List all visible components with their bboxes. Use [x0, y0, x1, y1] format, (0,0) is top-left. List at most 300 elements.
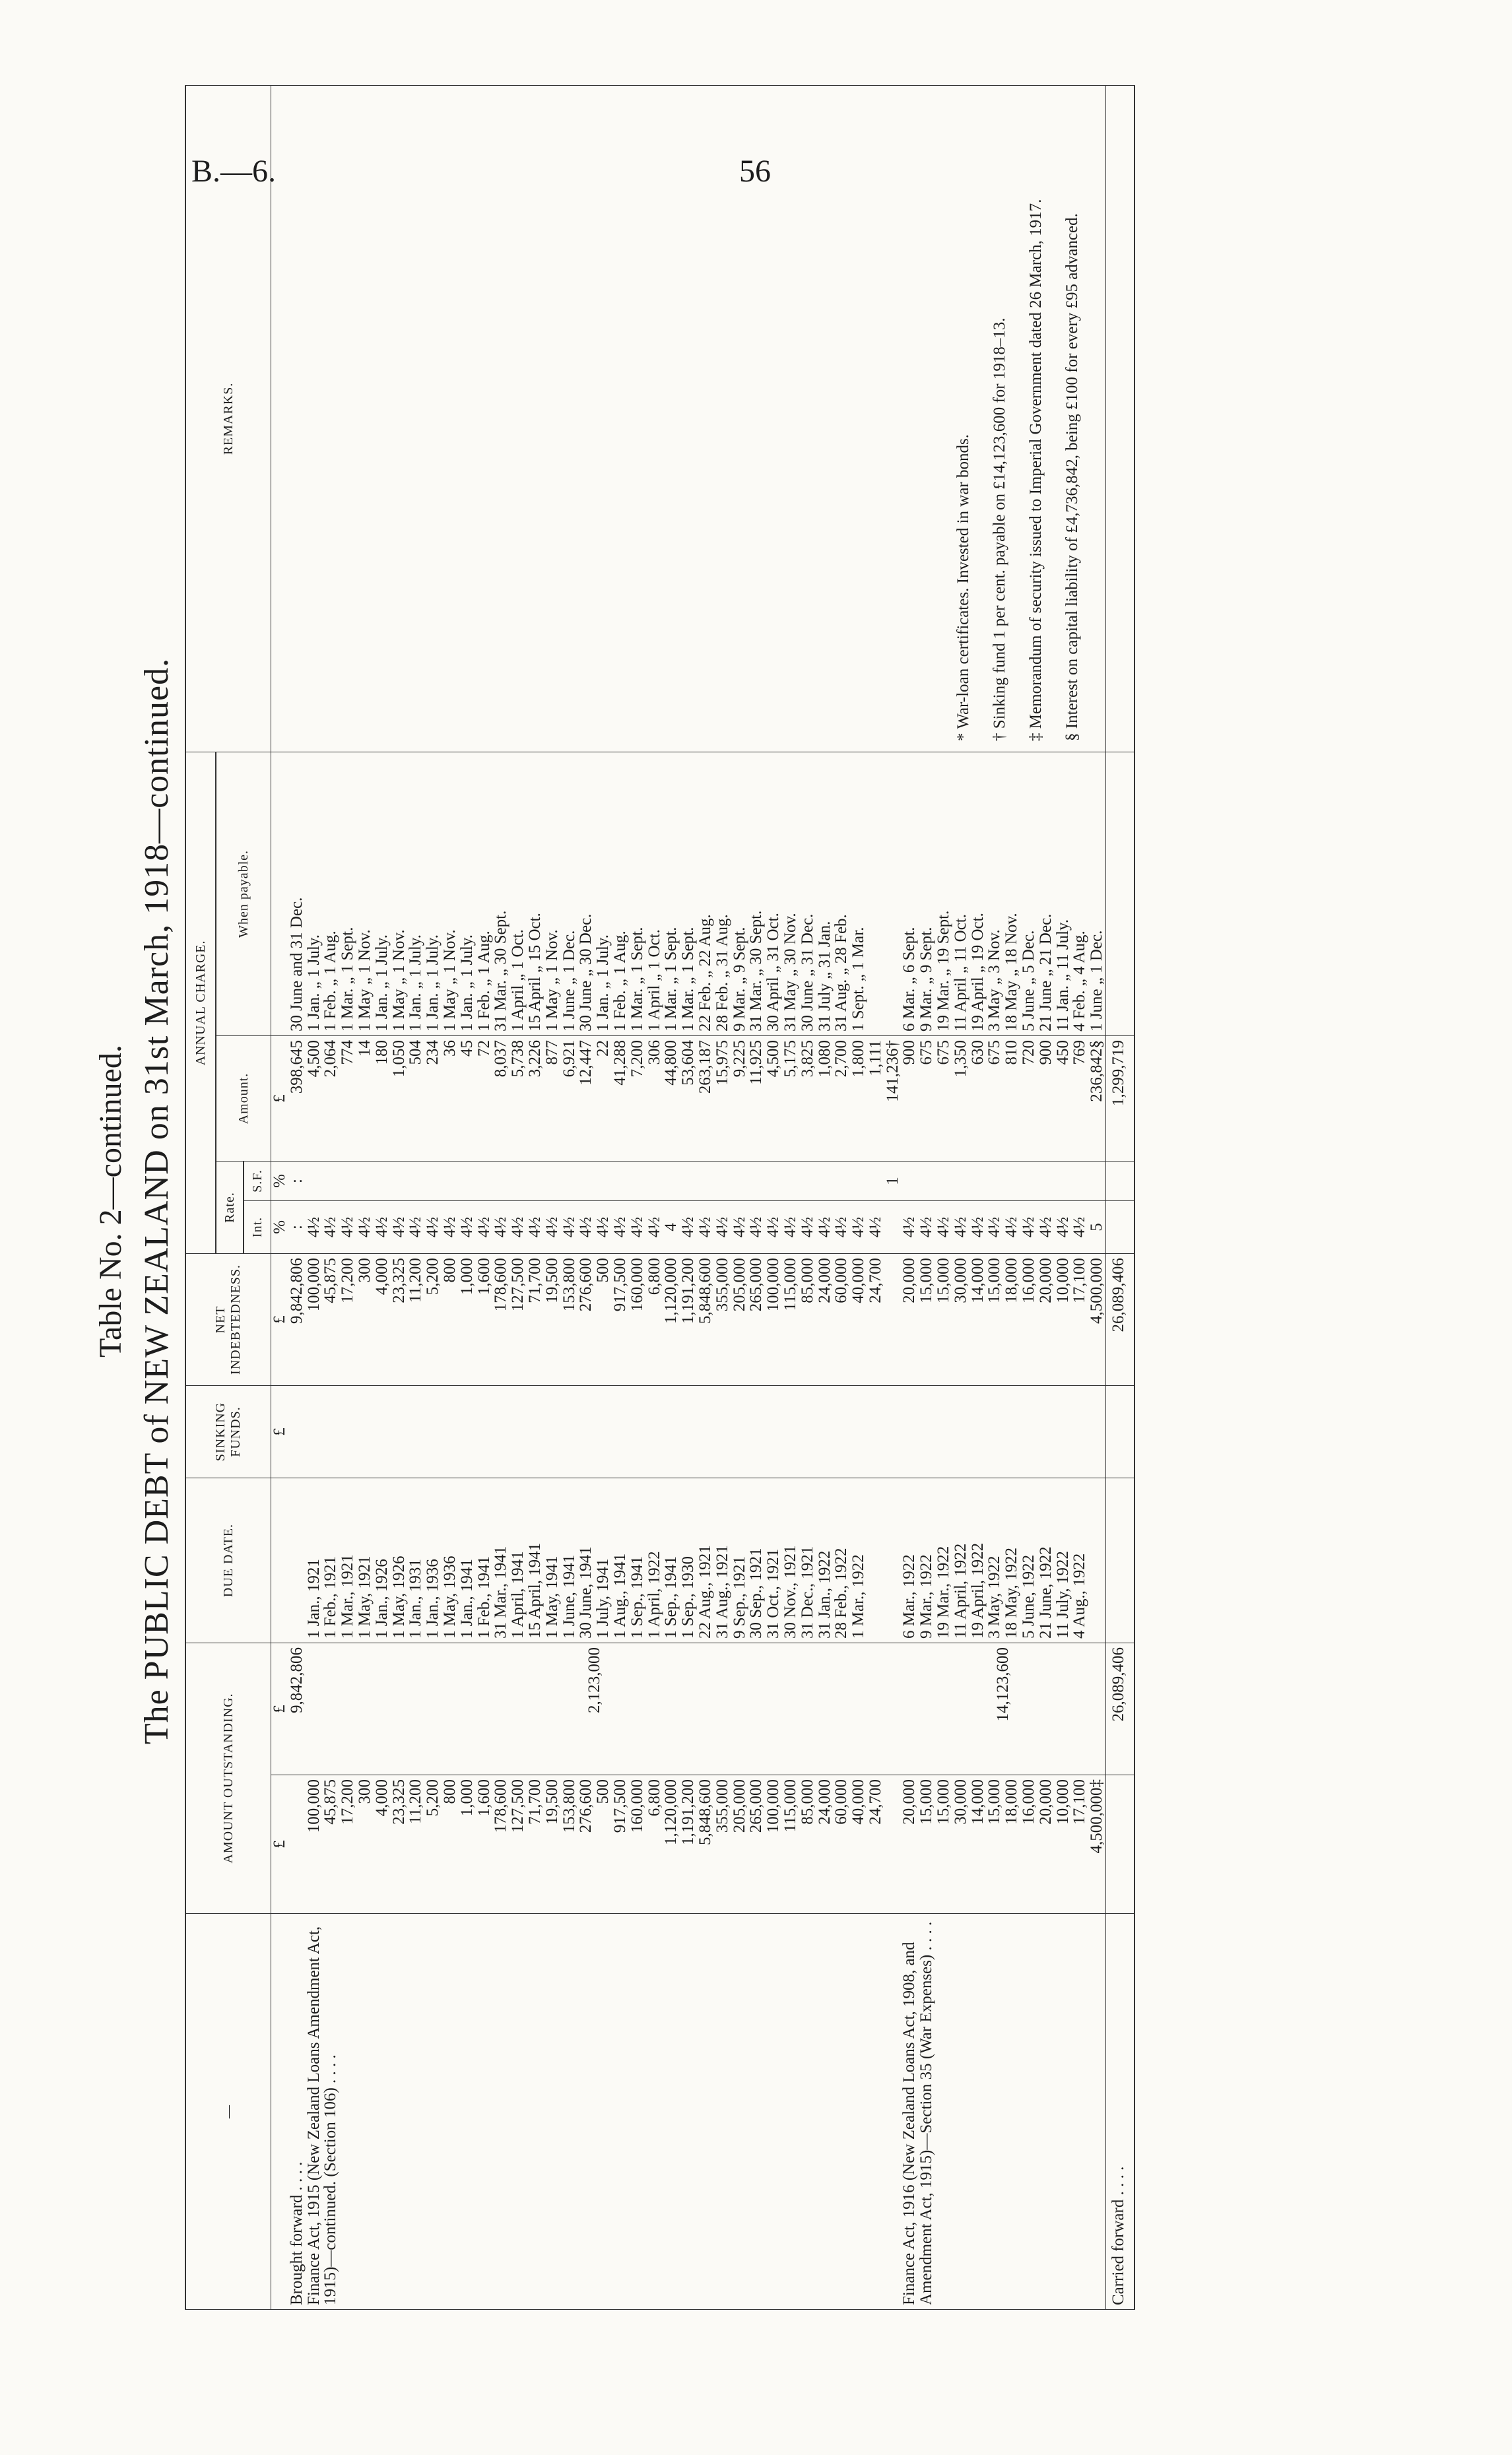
rate-sf — [765, 1161, 782, 1200]
rate-sf — [442, 1161, 459, 1200]
when-payable: 1 Feb. „ 1 Aug. — [612, 752, 629, 1035]
brought-forward-amount: 9,842,806 — [288, 1643, 306, 1775]
amount-outstanding: 85,000 — [799, 1775, 816, 1914]
sinking-fund — [356, 1385, 374, 1478]
annual-amount: 72 — [476, 1035, 493, 1161]
when-payable: 11 April „ 11 Oct. — [952, 752, 970, 1035]
annual-amount: 675 — [935, 1035, 952, 1161]
amount-outstanding: 355,000 — [714, 1775, 731, 1914]
net-indebtedness: 917,500 — [612, 1253, 629, 1385]
units-row — [271, 85, 288, 2309]
rate-int: 4½ — [391, 1200, 408, 1253]
amount-outstanding: 16,000 — [1020, 1775, 1037, 1914]
due-date: 1 July, 1941 — [595, 1478, 612, 1643]
rate-sf — [782, 1161, 799, 1200]
sinking-fund — [1037, 1385, 1055, 1478]
when-payable: 1 Mar. „ 1 Sept. — [629, 752, 646, 1035]
when-payable: 31 May „ 30 Nov. — [782, 752, 799, 1035]
unit-pound: £ — [271, 1035, 288, 1161]
amount-outstanding: 40,000 — [850, 1775, 867, 1914]
sinking-fund — [374, 1385, 391, 1478]
sinking-fund — [322, 1385, 339, 1478]
due-date: 1 Mar., 1921 — [339, 1478, 356, 1643]
due-date: 1 Aug., 1941 — [612, 1478, 629, 1643]
when-payable: 30 April „ 31 Oct. — [765, 752, 782, 1035]
rate-sf — [595, 1161, 612, 1200]
amount-outstanding: 14,000 — [970, 1775, 987, 1914]
amount-outstanding: 160,000 — [629, 1775, 646, 1914]
rate-int: 4½ — [442, 1200, 459, 1253]
net-indebtedness: 20,000 — [1037, 1253, 1055, 1385]
annual-amount: 3,226 — [527, 1035, 544, 1161]
amount-outstanding: 300 — [356, 1775, 374, 1914]
rate-sf — [833, 1161, 850, 1200]
rate-int: 4½ — [970, 1200, 987, 1253]
due-date: 1 Jan., 1921 — [306, 1478, 323, 1643]
due-date: 1 Jan., 1931 — [407, 1478, 424, 1643]
annual-amount: 5,175 — [782, 1035, 799, 1161]
amount-outstanding: 5,848,600 — [697, 1775, 714, 1914]
header-description: — — [185, 1914, 271, 2310]
when-payable: 1 Jan. „ 1 July. — [459, 752, 476, 1035]
net-indebtedness: 20,000 — [901, 1253, 918, 1385]
sinking-fund — [799, 1385, 816, 1478]
rate-int: 4½ — [374, 1200, 391, 1253]
due-date: 1 Sep., 1941 — [629, 1478, 646, 1643]
brought-forward-int: : — [288, 1200, 306, 1253]
annual-amount: 1,050 — [391, 1035, 408, 1161]
due-date: 4 Aug., 1922 — [1071, 1478, 1088, 1643]
rate-int: 4½ — [680, 1200, 697, 1253]
annual-amount: 900 — [1037, 1035, 1055, 1161]
sinking-fund — [544, 1385, 561, 1478]
net-indebtedness: 1,120,000 — [663, 1253, 680, 1385]
annual-amount: 1,080 — [816, 1035, 834, 1161]
unit-pound: £ — [271, 1775, 288, 1914]
annual-amount: 675 — [918, 1035, 935, 1161]
amount-outstanding: 265,000 — [748, 1775, 765, 1914]
amount-outstanding: 127,500 — [509, 1775, 527, 1914]
net-indebtedness: 24,700 — [867, 1253, 884, 1385]
when-payable: 3 May „ 3 Nov. — [986, 752, 1003, 1035]
rate-sf — [339, 1161, 356, 1200]
remark-war-loan: * War-loan certificates. Invested in war bonds. — [954, 434, 973, 741]
when-payable: 11 Jan. „ 11 July. — [1055, 752, 1072, 1035]
due-date: 1 Sep., 1930 — [680, 1478, 697, 1643]
due-date: 31 Oct., 1921 — [765, 1478, 782, 1643]
due-date: 1 May, 1936 — [442, 1478, 459, 1643]
when-payable: 1 May „ 1 Nov. — [356, 752, 374, 1035]
annual-amount: 14 — [356, 1035, 374, 1161]
rate-sf — [306, 1161, 323, 1200]
when-payable: 19 Mar. „ 19 Sept. — [935, 752, 952, 1035]
rate-int: 4½ — [748, 1200, 765, 1253]
amount-outstanding: 1,600 — [476, 1775, 493, 1914]
rate-int: 4½ — [1071, 1200, 1088, 1253]
annual-amount: 22 — [595, 1035, 612, 1161]
when-payable: 4 Feb. „ 4 Aug. — [1071, 752, 1088, 1035]
due-date: 22 Aug., 1921 — [697, 1478, 714, 1643]
net-indebtedness: 71,700 — [527, 1253, 544, 1385]
header-rate: Rate. — [216, 1161, 244, 1253]
rate-int: 4½ — [782, 1200, 799, 1253]
sinking-fund — [986, 1385, 1003, 1478]
amount-outstanding: 4,500,000‡ — [1088, 1775, 1105, 1914]
sinking-fund — [816, 1385, 834, 1478]
rate-sf — [509, 1161, 527, 1200]
rate-sf — [356, 1161, 374, 1200]
amount-outstanding: 800 — [442, 1775, 459, 1914]
annual-amount: 720 — [1020, 1035, 1037, 1161]
amount-outstanding: 17,100 — [1071, 1775, 1088, 1914]
blank — [884, 1478, 902, 1643]
due-date: 15 April, 1941 — [527, 1478, 544, 1643]
rate-sf — [476, 1161, 493, 1200]
when-payable: 19 April „ 19 Oct. — [970, 752, 987, 1035]
rate-sf — [1020, 1161, 1037, 1200]
amount-outstanding: 1,120,000 — [663, 1775, 680, 1914]
amount-outstanding: 23,325 — [391, 1775, 408, 1914]
when-payable: 1 Sept. „ 1 Mar. — [850, 752, 867, 1035]
rate-sf — [374, 1161, 391, 1200]
amount-outstanding: 1,000 — [459, 1775, 476, 1914]
net-indebtedness: 160,000 — [629, 1253, 646, 1385]
when-payable: 1 June „ 1 Dec. — [561, 752, 578, 1035]
rate-int: 4½ — [935, 1200, 952, 1253]
sinking-fund — [595, 1385, 612, 1478]
rate-int: 4½ — [731, 1200, 748, 1253]
rate-sf — [697, 1161, 714, 1200]
sinking-fund — [407, 1385, 424, 1478]
annual-amount: 810 — [1003, 1035, 1020, 1161]
sinking-fund — [765, 1385, 782, 1478]
due-date: 1 May, 1941 — [544, 1478, 561, 1643]
due-date: 1 May, 1926 — [391, 1478, 408, 1643]
rate-sf — [680, 1161, 697, 1200]
sinking-fund — [646, 1385, 663, 1478]
due-date: 31 Mar., 1941 — [492, 1478, 509, 1643]
net-indebtedness: 4,500,000 — [1088, 1253, 1105, 1385]
when-payable: 31 Mar. „ 30 Sept. — [748, 752, 765, 1035]
net-indebtedness: 1,600 — [476, 1253, 493, 1385]
sinking-fund — [1055, 1385, 1072, 1478]
due-date: 31 Dec., 1921 — [799, 1478, 816, 1643]
rate-sf — [1071, 1161, 1088, 1200]
brought-forward-charge: 398,645 — [288, 1035, 306, 1161]
rate-sf — [918, 1161, 935, 1200]
sinking-fund — [680, 1385, 697, 1478]
net-indebtedness: 5,200 — [424, 1253, 442, 1385]
rate-sf — [407, 1161, 424, 1200]
due-date: 9 Mar., 1922 — [918, 1478, 935, 1643]
sinking-fund — [1020, 1385, 1037, 1478]
net-indebtedness: 127,500 — [509, 1253, 527, 1385]
due-date: 11 July, 1922 — [1055, 1478, 1072, 1643]
public-debt-table — [185, 85, 1135, 2310]
annual-amount: 675 — [986, 1035, 1003, 1161]
amount-outstanding: 4,000 — [374, 1775, 391, 1914]
annual-amount: 630 — [970, 1035, 987, 1161]
group-total: 2,123,000 — [306, 1643, 884, 1775]
annual-amount: 8,037 — [492, 1035, 509, 1161]
rate-int: 4½ — [407, 1200, 424, 1253]
header-remarks: REMARKS. — [185, 85, 271, 752]
carried-forward-net: 26,089,406 — [1106, 1253, 1135, 1385]
due-date: 30 Nov., 1921 — [782, 1478, 799, 1643]
when-payable: 30 June „ 30 Dec. — [577, 752, 595, 1035]
net-indebtedness: 11,200 — [407, 1253, 424, 1385]
unit-percent: % — [271, 1200, 288, 1253]
rate-int: 4½ — [867, 1200, 884, 1253]
rate-int: 4½ — [527, 1200, 544, 1253]
net-indebtedness: 18,000 — [1003, 1253, 1020, 1385]
amount-outstanding: 71,700 — [527, 1775, 544, 1914]
sinking-fund — [782, 1385, 799, 1478]
net-indebtedness: 6,800 — [646, 1253, 663, 1385]
rate-int: 4½ — [986, 1200, 1003, 1253]
due-date: 18 May, 1922 — [1003, 1478, 1020, 1643]
blank — [884, 752, 902, 1035]
when-payable: 31 Aug. „ 28 Feb. — [833, 752, 850, 1035]
section-description: Finance Act, 1916 (New Zealand Loans Act, 1908, and Amendment Act, 1915)—Section 35 (War Expenses) . . . . — [901, 1914, 1105, 2310]
net-indebtedness: 85,000 — [799, 1253, 816, 1385]
blank — [884, 1775, 902, 1914]
rate-sf — [731, 1161, 748, 1200]
annual-amount: 236,842§ — [1088, 1035, 1105, 1161]
header-amount: Amount. — [216, 1035, 271, 1161]
rate-int: 4½ — [1037, 1200, 1055, 1253]
sinking-fund — [867, 1385, 884, 1478]
when-payable: 1 Mar. „ 1 Sept. — [663, 752, 680, 1035]
when-payable: 1 May „ 1 Nov. — [442, 752, 459, 1035]
net-indebtedness: 23,325 — [391, 1253, 408, 1385]
amount-outstanding: 115,000 — [782, 1775, 799, 1914]
when-payable: 31 July „ 31 Jan. — [816, 752, 834, 1035]
annual-amount: 141,236† — [884, 1035, 902, 1161]
when-payable: 1 Mar. „ 1 Sept. — [339, 752, 356, 1035]
amount-outstanding: 24,700 — [867, 1775, 884, 1914]
rate-sf — [748, 1161, 765, 1200]
net-indebtedness: 4,000 — [374, 1253, 391, 1385]
sinking-fund — [1088, 1385, 1105, 1478]
due-date: 1 Feb., 1941 — [476, 1478, 493, 1643]
due-date: 1 Jan., 1926 — [374, 1478, 391, 1643]
net-indebtedness: 15,000 — [986, 1253, 1003, 1385]
rate-int: 4½ — [544, 1200, 561, 1253]
sinking-fund — [306, 1385, 323, 1478]
rate-sf — [527, 1161, 544, 1200]
due-date: 11 April, 1922 — [952, 1478, 970, 1643]
rate-sf: 1 — [884, 1161, 902, 1200]
net-indebtedness: 355,000 — [714, 1253, 731, 1385]
amount-outstanding: 24,000 — [816, 1775, 834, 1914]
blank — [1106, 1200, 1135, 1253]
annual-amount: 11,925 — [748, 1035, 765, 1161]
rate-int: 4½ — [577, 1200, 595, 1253]
net-indebtedness: 15,000 — [935, 1253, 952, 1385]
rate-sf — [901, 1161, 918, 1200]
blank — [884, 1914, 902, 2310]
rate-int: 4½ — [697, 1200, 714, 1253]
rate-int: 4½ — [816, 1200, 834, 1253]
header-sinking-funds: SINKING FUNDS. — [185, 1385, 271, 1478]
amount-outstanding: 5,200 — [424, 1775, 442, 1914]
net-indebtedness: 300 — [356, 1253, 374, 1385]
net-indebtedness: 16,000 — [1020, 1253, 1037, 1385]
rate-int: 4½ — [918, 1200, 935, 1253]
amount-outstanding: 205,000 — [731, 1775, 748, 1914]
sinking-fund — [697, 1385, 714, 1478]
when-payable: 1 May „ 1 Nov. — [544, 752, 561, 1035]
due-date: 1 Jan., 1941 — [459, 1478, 476, 1643]
due-date: 6 Mar., 1922 — [901, 1478, 918, 1643]
when-payable: 1 June „ 1 Dec. — [1088, 752, 1105, 1035]
net-indebtedness: 500 — [595, 1253, 612, 1385]
when-payable: 5 June „ 5 Dec. — [1020, 752, 1037, 1035]
annual-amount: 2,064 — [322, 1035, 339, 1161]
rate-sf — [1088, 1161, 1105, 1200]
rate-int: 4½ — [459, 1200, 476, 1253]
remarks-cell — [271, 85, 1106, 752]
net-indebtedness: 1,191,200 — [680, 1253, 697, 1385]
sinking-fund — [629, 1385, 646, 1478]
group-total: 14,123,600 — [901, 1643, 1105, 1775]
unit-pound: £ — [271, 1385, 288, 1478]
net-indebtedness: 17,100 — [1071, 1253, 1088, 1385]
net-indebtedness: 153,800 — [561, 1253, 578, 1385]
rate-int: 4½ — [306, 1200, 323, 1253]
rate-sf — [714, 1161, 731, 1200]
due-date: 30 Sep., 1921 — [748, 1478, 765, 1643]
amount-outstanding: 15,000 — [935, 1775, 952, 1914]
header-sf: S.F. — [244, 1161, 271, 1200]
rate-sf — [577, 1161, 595, 1200]
header-net-indebtedness: NET INDEBTEDNESS. — [185, 1253, 271, 1385]
rate-sf — [663, 1161, 680, 1200]
rate-sf — [459, 1161, 476, 1200]
rate-sf — [629, 1161, 646, 1200]
sinking-fund — [970, 1385, 987, 1478]
annual-amount: 53,604 — [680, 1035, 697, 1161]
annual-amount: 450 — [1055, 1035, 1072, 1161]
annual-amount: 2,700 — [833, 1035, 850, 1161]
blank — [1106, 1478, 1135, 1643]
annual-amount: 45 — [459, 1035, 476, 1161]
when-payable: 1 April „ 1 Oct. — [509, 752, 527, 1035]
sinking-fund — [612, 1385, 629, 1478]
rate-int: 4½ — [646, 1200, 663, 1253]
annual-amount: 41,288 — [612, 1035, 629, 1161]
when-payable: 18 May „ 18 Nov. — [1003, 752, 1020, 1035]
net-indebtedness: 24,000 — [816, 1253, 834, 1385]
sinking-fund — [731, 1385, 748, 1478]
blank — [884, 1200, 902, 1253]
sinking-fund — [663, 1385, 680, 1478]
rate-int: 4½ — [561, 1200, 578, 1253]
rate-int: 4½ — [476, 1200, 493, 1253]
sinking-fund — [901, 1385, 918, 1478]
page-number: 56 — [739, 154, 771, 189]
rate-int: 4½ — [629, 1200, 646, 1253]
annual-amount: 12,447 — [577, 1035, 595, 1161]
rate-int: 4½ — [339, 1200, 356, 1253]
due-date: 31 Aug., 1921 — [714, 1478, 731, 1643]
annual-amount: 4,500 — [306, 1035, 323, 1161]
when-payable: 1 Jan. „ 1 July. — [374, 752, 391, 1035]
amount-outstanding: 10,000 — [1055, 1775, 1072, 1914]
when-payable: 1 Feb. „ 1 Aug. — [322, 752, 339, 1035]
blank — [884, 1385, 902, 1478]
when-payable: 1 April „ 1 Oct. — [646, 752, 663, 1035]
when-payable — [867, 752, 884, 1035]
annual-amount: 3,825 — [799, 1035, 816, 1161]
amount-outstanding: 6,800 — [646, 1775, 663, 1914]
annual-amount: 774 — [339, 1035, 356, 1161]
annual-amount: 306 — [646, 1035, 663, 1161]
rate-sf — [1055, 1161, 1072, 1200]
annual-amount: 180 — [374, 1035, 391, 1161]
when-payable: 28 Feb. „ 31 Aug. — [714, 752, 731, 1035]
rate-sf — [867, 1161, 884, 1200]
net-indebtedness: 800 — [442, 1253, 459, 1385]
due-date: 1 Jan., 1936 — [424, 1478, 442, 1643]
annual-amount: 263,187 — [697, 1035, 714, 1161]
when-payable: 1 Jan. „ 1 July. — [424, 752, 442, 1035]
rate-sf — [986, 1161, 1003, 1200]
net-indebtedness: 265,000 — [748, 1253, 765, 1385]
net-indebtedness: 115,000 — [782, 1253, 799, 1385]
due-date: 5 June, 1922 — [1020, 1478, 1037, 1643]
due-date: 1 June, 1941 — [561, 1478, 578, 1643]
when-payable: 15 April „ 15 Oct. — [527, 752, 544, 1035]
amount-outstanding: 100,000 — [765, 1775, 782, 1914]
due-date: 1 Sep., 1941 — [663, 1478, 680, 1643]
due-date: 19 April, 1922 — [970, 1478, 987, 1643]
blank — [1106, 752, 1135, 1035]
rate-int: 4½ — [509, 1200, 527, 1253]
rate-sf — [322, 1161, 339, 1200]
rate-int: 4½ — [833, 1200, 850, 1253]
due-date: 9 Sep., 1921 — [731, 1478, 748, 1643]
header-due-date: DUE DATE. — [185, 1478, 271, 1643]
unit-percent: % — [271, 1161, 288, 1200]
net-indebtedness: 1,000 — [459, 1253, 476, 1385]
annual-amount: 900 — [901, 1035, 918, 1161]
annual-amount: 9,225 — [731, 1035, 748, 1161]
rate-sf — [612, 1161, 629, 1200]
net-indebtedness: 178,600 — [492, 1253, 509, 1385]
carried-forward-label: Carried forward . . . . — [1106, 1914, 1135, 2310]
net-indebtedness: 5,848,600 — [697, 1253, 714, 1385]
rate-sf — [424, 1161, 442, 1200]
when-payable: 6 Mar. „ 6 Sept. — [901, 752, 918, 1035]
sinking-fund — [935, 1385, 952, 1478]
rate-int: 4½ — [799, 1200, 816, 1253]
rate-int: 4½ — [850, 1200, 867, 1253]
due-date — [1088, 1478, 1105, 1643]
sinking-fund — [459, 1385, 476, 1478]
rate-int: 4½ — [765, 1200, 782, 1253]
remark-memorandum: ‡ Memorandum of security issued to Imperial Government dated 26 March, 1917. — [1027, 199, 1045, 741]
rate-sf — [492, 1161, 509, 1200]
rate-sf — [544, 1161, 561, 1200]
due-date: 31 Jan., 1922 — [816, 1478, 834, 1643]
sinking-fund — [492, 1385, 509, 1478]
table-number: Table No. 2—continued. — [93, 1045, 128, 1358]
sinking-fund — [850, 1385, 867, 1478]
amount-outstanding: 60,000 — [833, 1775, 850, 1914]
annual-amount: 769 — [1071, 1035, 1088, 1161]
